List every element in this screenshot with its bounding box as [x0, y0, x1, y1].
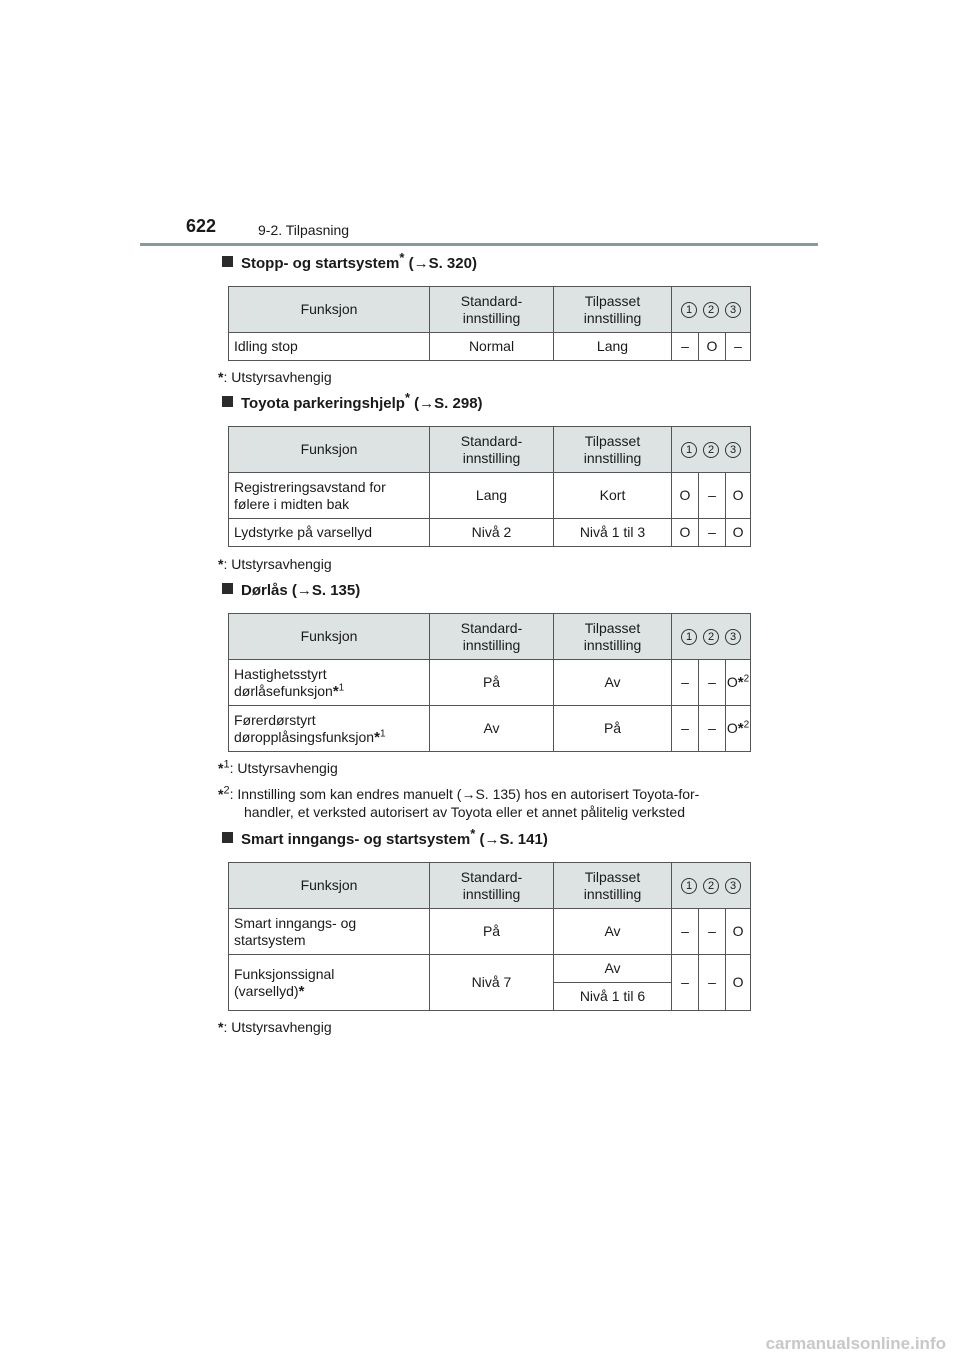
footnote: *$^2$: Innstilling som kan endres manuelt (→S. 135) hos en autorisert Toyota-for- handler, et verksted autorisert av Toyota eller et annet pålitelig verksted	[218, 784, 700, 820]
header-rule	[140, 243, 818, 246]
footnote: *$^1$: Utstyrsavhengig	[218, 758, 338, 776]
table-row: Idling stop Normal Lang – O –	[229, 333, 751, 361]
table-row: Nivå 1 til 6	[229, 983, 751, 1011]
column-header-default: Standard- innstilling	[430, 287, 554, 333]
footnote: *: Utstyrsavhengig	[218, 1019, 332, 1035]
column-header-custom: Tilpasset innstilling	[554, 287, 672, 333]
table-door-lock: Funksjon Standard- innstilling Tilpasset innstilling 1 2 3 Hastighetsstyrt dørlåsefunksjon*$^1$ På Av – – O*$^2$ Førerdørstyrt døropplåsingsfunksjon*$^1$ Av På – – O*$^2$	[228, 613, 751, 752]
footnote: *: Utstyrsavhengig	[218, 556, 332, 572]
table-row: Funksjonssignal (varsellyd)* Nivå 7 Av – – O	[229, 955, 751, 983]
section-heading-stop-start: Stopp- og startsystem* (→S. 320)	[222, 255, 477, 272]
watermark: carmanualsonline.info	[765, 1334, 946, 1353]
bullet-square-icon	[222, 583, 233, 594]
column-header-circled-numbers: 1 2 3	[672, 287, 751, 333]
bullet-square-icon	[222, 396, 233, 407]
section-heading-door-lock: Dørlås (→S. 135)	[222, 582, 360, 599]
section-heading-parking-assist: Toyota parkeringshjelp* (→S. 298)	[222, 395, 483, 412]
table-smart-entry: Funksjon Standard- innstilling Tilpasset innstilling 1 2 3 Smart inngangs- og startsystem På Av – – O Funksjonssignal (varsellyd)* Nivå 7 Av – – O Nivå 1 til 6	[228, 862, 751, 1011]
table-row: Smart inngangs- og startsystem På Av – – O	[229, 909, 751, 955]
table-parking-assist: Funksjon Standard- innstilling Tilpasset innstilling 1 2 3 Registreringsavstand for følere i midten bak Lang Kort O – O Lydstyrke på varsellyd Nivå 2 Nivå 1 til 3 O – O	[228, 426, 751, 547]
section-heading-smart-entry: Smart inngangs- og startsystem* (→S. 141)	[222, 831, 548, 848]
table-row: Lydstyrke på varsellyd Nivå 2 Nivå 1 til 3 O – O	[229, 519, 751, 547]
page-number: 622	[186, 216, 217, 236]
table-row: Førerdørstyrt døropplåsingsfunksjon*$^1$ Av På – – O*$^2$	[229, 706, 751, 752]
column-header-function: Funksjon	[229, 287, 430, 333]
chapter-title: 9-2. Tilpasning	[258, 222, 350, 238]
table-stop-start	[228, 286, 751, 361]
table-row: Hastighetsstyrt dørlåsefunksjon*$^1$ På Av – – O*$^2$	[229, 660, 751, 706]
table-row: Registreringsavstand for følere i midten bak Lang Kort O – O	[229, 473, 751, 519]
bullet-square-icon	[222, 256, 233, 267]
footnote: *: Utstyrsavhengig	[218, 369, 332, 385]
bullet-square-icon	[222, 832, 233, 843]
